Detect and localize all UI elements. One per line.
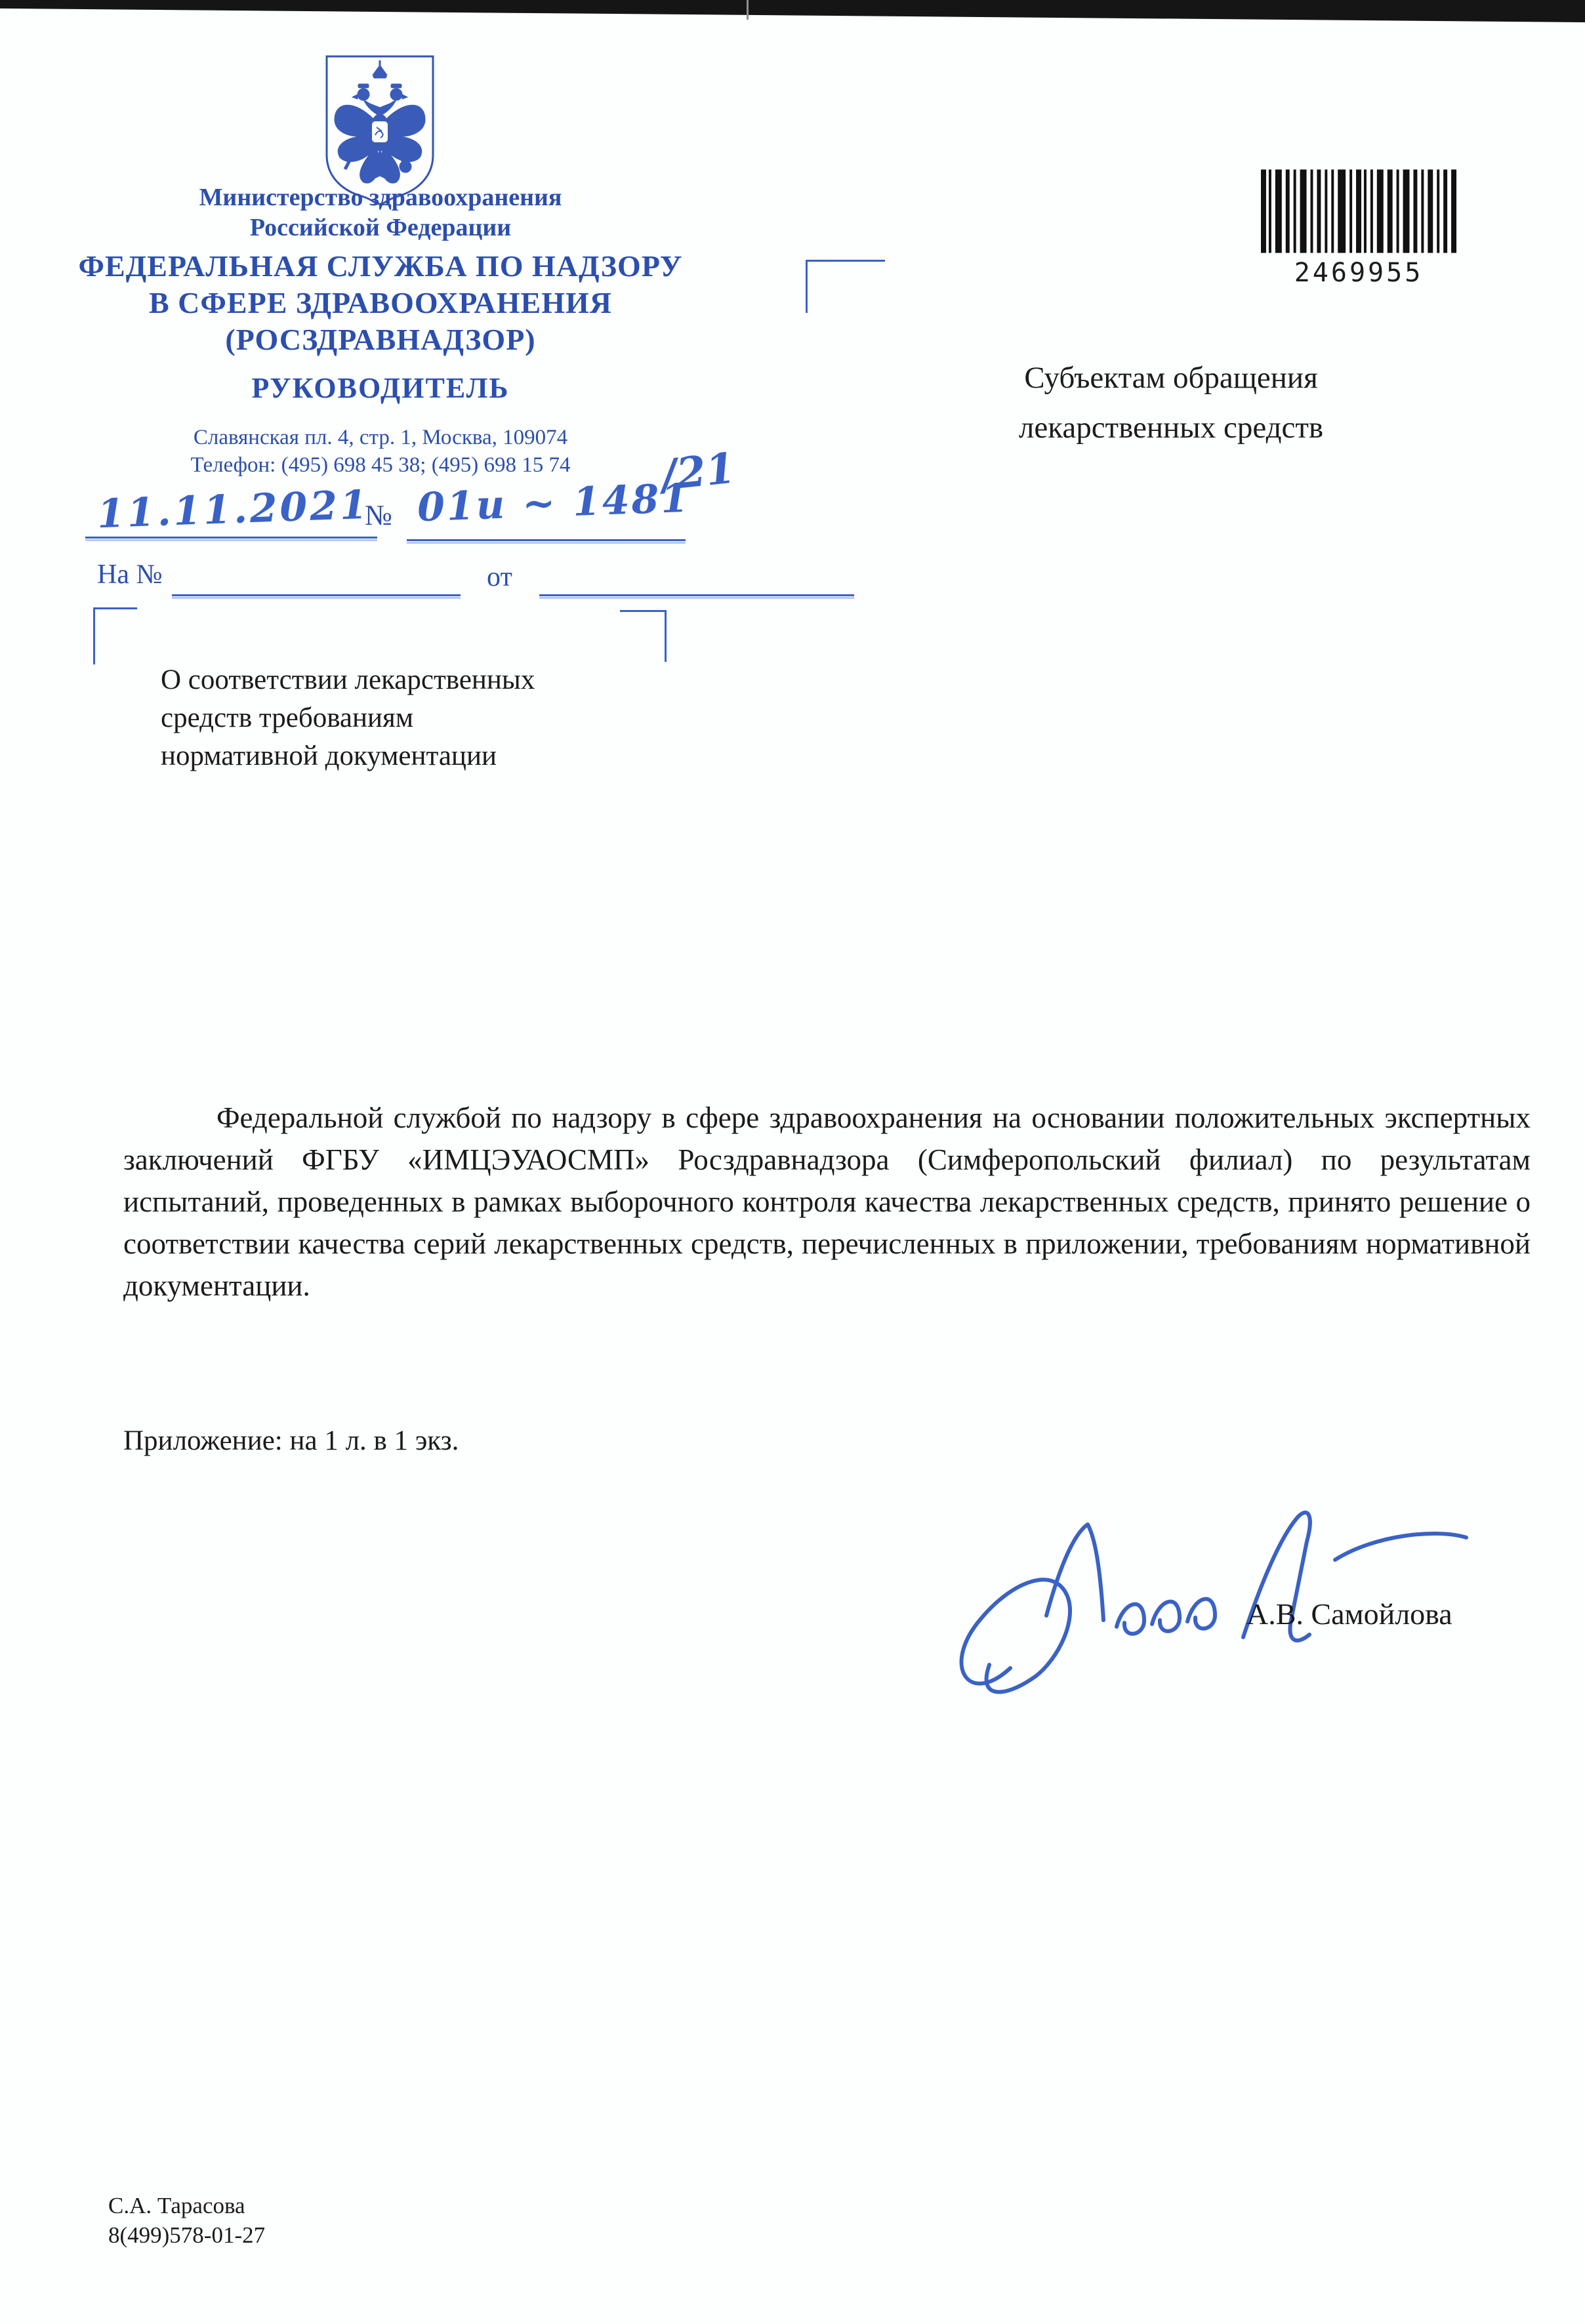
handwritten-date: 11.11.2021: [96, 481, 371, 538]
subject-line3: нормативной документации: [161, 741, 497, 771]
contact-block: [66, 424, 695, 479]
addressee-line2: лекарственных средств: [1018, 411, 1324, 445]
subject-corner-mark-right: [620, 610, 667, 662]
body-paragraph: Федеральной службой по надзору в сфере здравоохранения на основании положительных экспертных заключений ФГБУ «ИМЦЭУАОСМП» Росздравнадзора (Симферопольский филиал) по результатам испытаний, проведенных в рамках выборочного контроля качества лекарственных средств, принято решение о соответствии качества серий лекарственных средств, перечисленных в приложении, требованиям нормативной документации.: [123, 1101, 1531, 1302]
signatory-name: А.В. Самойлова: [1246, 1597, 1452, 1631]
handwritten-number: 01и ~ 1481: [416, 475, 691, 531]
handwritten-number-suffix: /21: [659, 443, 738, 500]
phone-line: Телефон: (495) 698 45 38; (495) 698 15 74: [190, 453, 571, 477]
subject-line2: средств требованиям: [161, 703, 414, 733]
barcode-bars-icon: [1261, 169, 1456, 253]
service-line1: ФЕДЕРАЛЬНАЯ СЛУЖБА ПО НАДЗОРУ: [78, 249, 683, 283]
service-line2: В СФЕРЕ ЗДРАВООХРАНЕНИЯ: [149, 286, 612, 319]
service-line3: (РОСЗДРАВНАДЗОР): [225, 323, 536, 356]
service-name: [66, 248, 695, 358]
handwritten-signature-icon: [912, 1481, 1502, 1704]
addressee-line1: Субъектам обращения: [1024, 361, 1318, 395]
reply-to-label: На №: [97, 560, 163, 590]
registration-barcode: [1261, 169, 1456, 288]
scan-artifact-band: [0, 0, 1585, 22]
addressee-block: [945, 353, 1397, 453]
address-line: Славянская пл. 4, стр. 1, Москва, 109074: [193, 426, 568, 449]
executor-name: С.А. Тарасова: [108, 2193, 245, 2218]
executor-block: [108, 2191, 265, 2250]
addressee-corner-mark: [806, 260, 885, 313]
ministry-line1: Министерство здравоохранения: [199, 184, 562, 211]
date-underline: [85, 537, 377, 539]
ministry-name: [66, 182, 695, 243]
ministry-line2: Российской Федерации: [249, 214, 512, 241]
number-sign: №: [365, 499, 392, 531]
reply-from-label: от: [487, 562, 512, 592]
attachment-note: Приложение: на 1 л. в 1 экз.: [123, 1425, 459, 1456]
subject-corner-mark-left: [93, 607, 137, 664]
reply-number-blank: [172, 594, 461, 596]
barcode-number: 2469955: [1294, 258, 1424, 288]
subject-line1: О соответствии лекарственных: [161, 664, 535, 695]
position-title: РУКОВОДИТЕЛЬ: [251, 372, 510, 404]
number-underline: [407, 539, 686, 541]
executor-phone: 8(499)578-01-27: [108, 2222, 266, 2248]
scan-artifact-line: [747, 0, 749, 20]
subject-block: [161, 661, 659, 775]
reply-date-blank: [539, 594, 854, 596]
